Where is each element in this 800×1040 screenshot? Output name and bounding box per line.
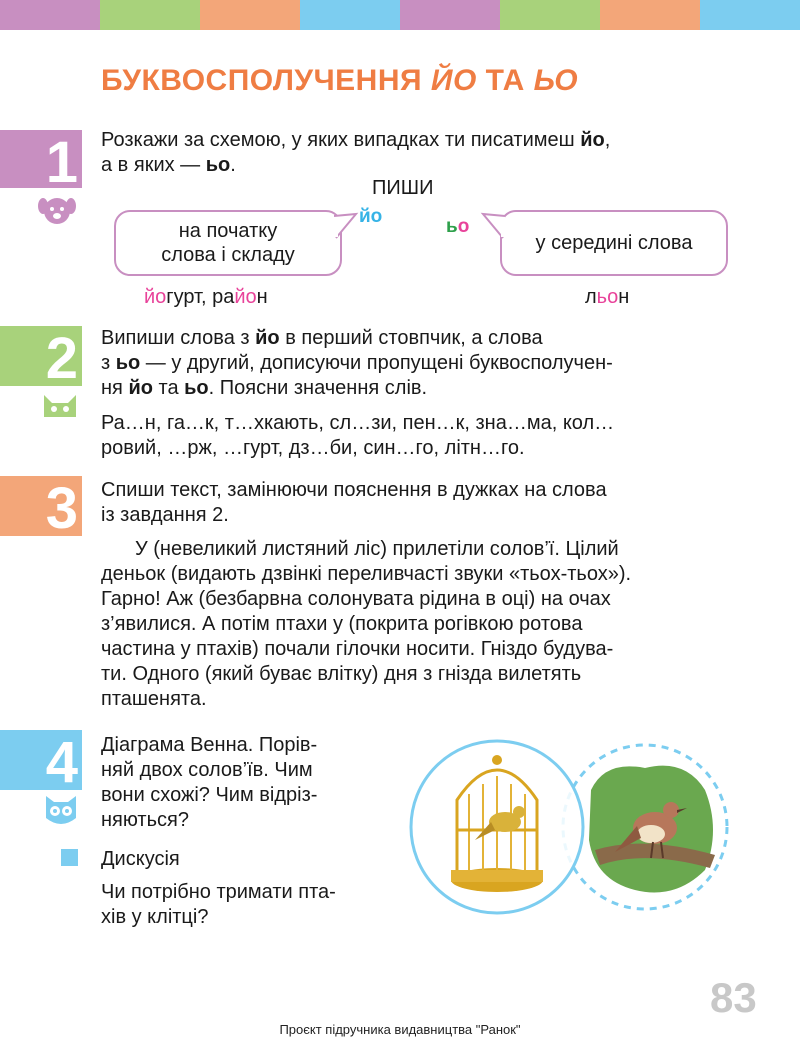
bubble-text: у середині слова bbox=[535, 232, 693, 254]
bubble-text: на початку bbox=[178, 220, 278, 242]
cat-icon bbox=[40, 391, 80, 421]
task-number: 4 bbox=[45, 730, 78, 795]
stripe-segment bbox=[400, 0, 500, 30]
scheme-marker-yo: йо bbox=[359, 206, 383, 227]
stripe-segment bbox=[0, 0, 100, 30]
example-left: йогурт, район bbox=[144, 286, 268, 308]
footer-note: Проєкт підручника видавництва "Ранок" bbox=[279, 1022, 521, 1037]
task1-instruction: Розкажи за схемою, у яких випадках ти писатимеш йо, а в яких — ьо. bbox=[101, 129, 611, 176]
task4-instruction: Діаграма Венна. Порів- няй двох солов’їв. Чим вони схожі? Чим відріз- няються? bbox=[101, 734, 318, 831]
bubble-tail-left bbox=[334, 212, 360, 242]
nightingale-illustration bbox=[589, 766, 715, 893]
discussion-marker bbox=[61, 849, 78, 866]
task3-instruction: Спиши текст, замінюючи пояснення в дужках на слова із завдання 2. bbox=[101, 479, 607, 526]
task-number: 3 bbox=[45, 476, 78, 541]
task-number-tab bbox=[0, 730, 82, 795]
owl-icon bbox=[42, 794, 80, 828]
stripe-segment bbox=[100, 0, 200, 30]
task2-words: Ра…н, га…к, т…хкають, сл…зи, пен…к, зна…ма, кол… ровий, …рж, …гурт, дз…би, син…го, літн…го. bbox=[101, 412, 615, 459]
stripe-segment bbox=[500, 0, 600, 30]
task-number-tab bbox=[0, 476, 82, 541]
scheme-label: ПИШИ bbox=[372, 177, 434, 199]
discussion-question: Чи потрібно тримати пта- хів у клітці? bbox=[101, 881, 336, 928]
page-number: 83 bbox=[710, 974, 757, 1021]
discussion-label: Дискусія bbox=[101, 848, 180, 870]
page-title: БУКВОСПОЛУЧЕННЯ ЙО ТА ЬО bbox=[101, 64, 579, 97]
scheme-marker-o: ьо bbox=[446, 216, 470, 237]
bubble-text: слова і складу bbox=[161, 244, 295, 266]
task-number-tab bbox=[0, 130, 82, 195]
task-number: 1 bbox=[45, 130, 78, 195]
dog-icon bbox=[38, 192, 76, 228]
example-right: льон bbox=[585, 286, 630, 308]
scheme-bubble-right bbox=[500, 210, 728, 276]
task-number-tab bbox=[0, 326, 82, 391]
task3-text: У (невеликий листяний ліс) прилетіли солов’ї. Цілий деньок (видають дзвінкі переливчасті звуки «тьох-тьох»). Гарно! Аж (безбарвна солонувата рідина в оці) на очах з’явилися. А потім птахи у (покрита рогівкою ротова частина у птахів) почали гілочки носити. Гніздо будува- ти. Одного (який буває влітку) дня з гнізда вилетять пташенята. bbox=[101, 538, 632, 710]
scheme-bubble-left bbox=[114, 210, 342, 276]
stripe-segment bbox=[300, 0, 400, 30]
venn-diagram bbox=[405, 730, 735, 922]
stripe-segment bbox=[200, 0, 300, 30]
stripe-segment bbox=[700, 0, 800, 30]
stripe-segment bbox=[600, 0, 700, 30]
task2-instruction: Випиши слова з йо в перший стовпчик, а слова з ьо — у другий, дописуючи пропущені буквосполучен- ня йо та ьо. Поясни значення слів. bbox=[101, 327, 613, 399]
bubble-tail-right bbox=[479, 212, 505, 242]
task-number: 2 bbox=[45, 326, 78, 391]
